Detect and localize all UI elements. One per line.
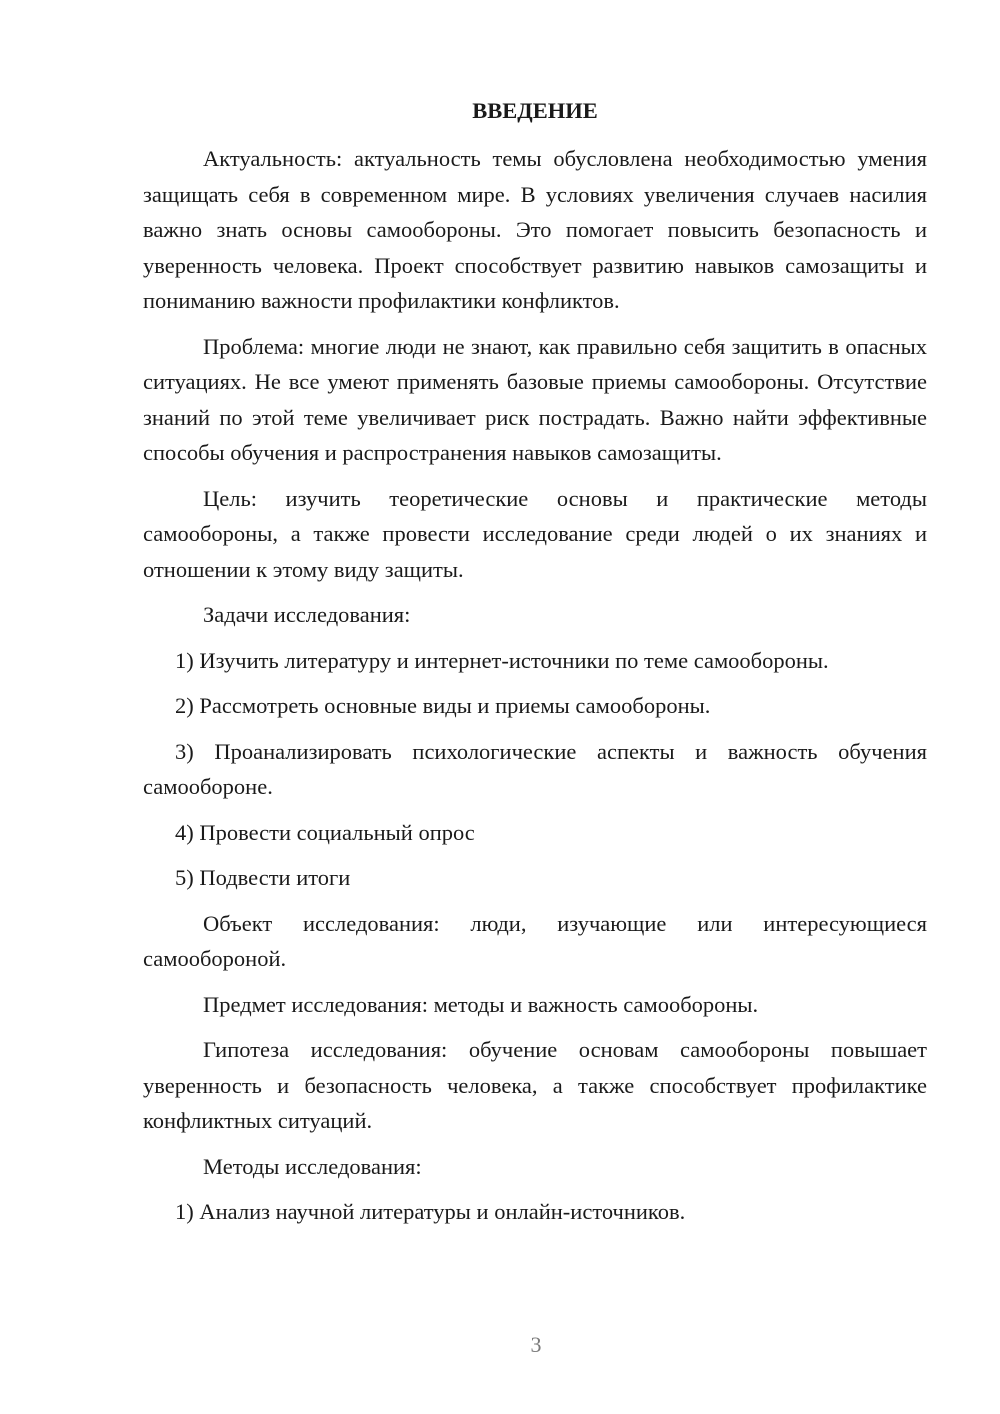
paragraph-problem: Проблема: многие люди не знают, как правильно себя защитить в опасных ситуациях. Не все умеют применять базовые приемы самообороны. Отсутствие знаний по этой теме увеличивает риск пострадать. Важно найти эффективные способы обучения и распространения навыков самозащиты.	[143, 333, 927, 465]
paragraph-object: Объект исследования: люди, изучающие или интересующиеся самообороной.	[143, 910, 927, 971]
paragraph-tasks-heading: Задачи исследования:	[203, 602, 411, 627]
section-title: ВВЕДЕНИЕ	[472, 98, 598, 123]
document-body	[143, 95, 927, 1240]
paragraph-methods-heading: Методы исследования:	[203, 1153, 422, 1179]
method-list-item-1: 1) Анализ научной литературы и онлайн-источников.	[175, 1199, 686, 1224]
task-list-item-1: 1) Изучить литературу и интернет-источники по теме самообороны.	[175, 647, 829, 673]
task-list-item-5: 5) Подвести итоги	[175, 865, 351, 890]
task-list-item-3: 3) Проанализировать психологические аспекты и важность обучения самообороне.	[143, 738, 927, 799]
task-list-item-4: 4) Провести социальный опрос	[175, 819, 475, 845]
paragraph-goal: Цель: изучить теоретические основы и практические методы самообороны, а также провести исследование среди людей о их знаниях и отношении к этому виду защиты.	[143, 485, 927, 582]
paragraph-subject: Предмет исследования: методы и важность самообороны.	[203, 991, 759, 1017]
page-number: 3	[530, 1332, 542, 1357]
task-list-item-2: 2) Рассмотреть основные виды и приемы самообороны.	[175, 693, 711, 718]
paragraph-relevance: Актуальность: актуальность темы обусловлена необходимостью умения защищать себя в современном мире. В условиях увеличения случаев насилия важно знать основы самообороны. Это помогает повысить безопасность и уверенность человека. Проект способствует развитию навыков самозащиты и пониманию важности профилактики конфликтов.	[143, 146, 927, 313]
paragraph-hypothesis: Гипотеза исследования: обучение основам самообороны повышает уверенность и безопасность человека, а также способствует профилактике конфликтных ситуаций.	[143, 1037, 927, 1133]
